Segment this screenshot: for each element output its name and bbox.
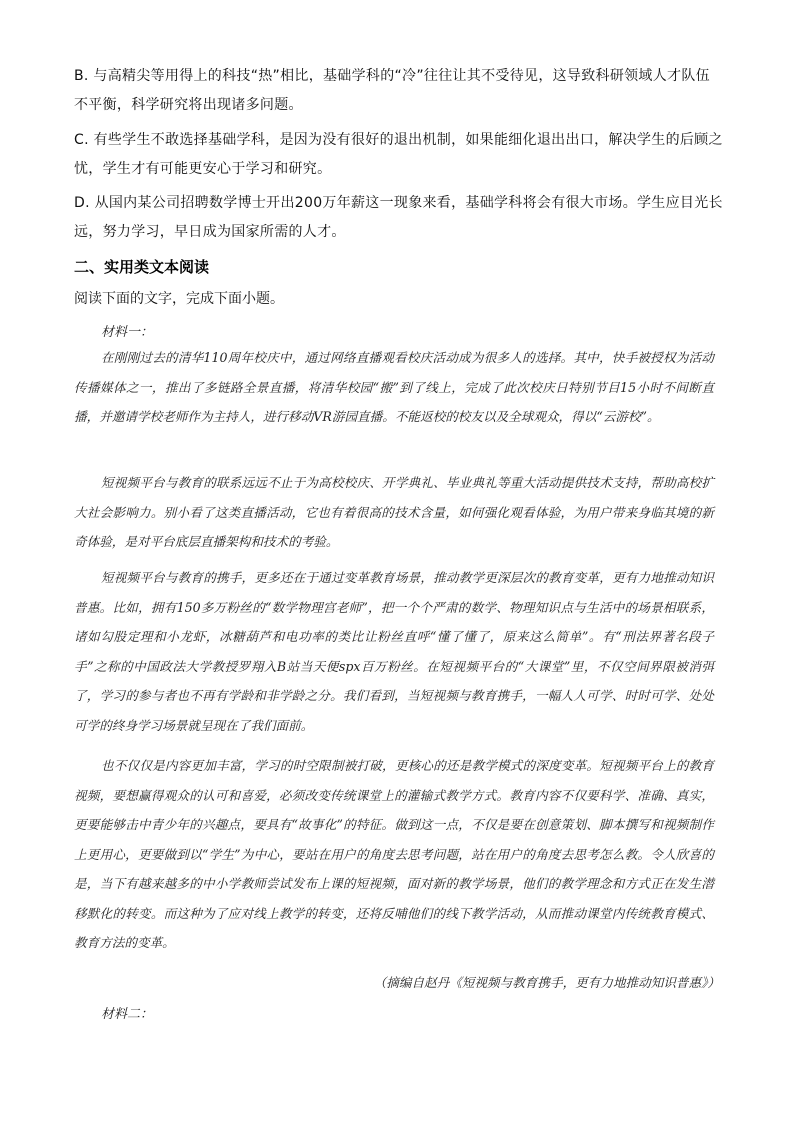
material2-label: 材料二： (101, 1007, 154, 1022)
source-citation: （摘编自赵丹《短视频与教育携手，更有力地推动知识普惠》） (373, 975, 720, 990)
material1-paragraph: 短视频平台与教育的联系远远不止于为高校校庆、开学典礼、毕业典礼等重大活动提供技术支持，帮助高校扩大社会影响力。别小看了这类直播活动，它也有着很高的技术含量，如何强化观看体验，为用户带来身临其境的新奇体验，是对平台底层直播架构和技术的考验。 (74, 475, 714, 549)
instruction: 阅读下面的文字，完成下面小题。 (74, 291, 284, 307)
option-c: C. 有些学生不敢选择基础学科，是因为没有很好的退出机制，如果能细化退出出口，解决学生的后顾之忧，学生才有可能更安心于学习和研究。 (74, 132, 723, 177)
material1-label: 材料一： (101, 325, 154, 340)
section-heading: 二、实用类文本阅读 (74, 258, 210, 276)
material1-paragraph: 也不仅仅是内容更加丰富，学习的时空限制被打破，更核心的还是教学模式的深度变革。短视频平台上的教育视频，要想赢得观众的认可和喜爱，必须改变传统课堂上的灌输式教学方式。教育内容不仅要科学、准确、真实，更要能够击中青少年的兴趣点，要具有“故事化”的特征。做到这一点，不仅是要在创意策划、脚本撰写和视频制作上更用心，更要做到以“学生”为中心，要站在用户的角度去思考问题，站在用户的角度去思考怎么教。令人欣喜的是，当下有越来越多的中小学教师尝试发布上课的短视频，面对新的教学场景，他们的教学理念和方式正在发生潜移默化的转变。而这种为了应对线上教学的转变，还将反哺他们的线下教学活动，从而推动课堂内传统教育模式、教育方法的变革。 (74, 758, 714, 950)
material1-paragraph: 在刚刚过去的清华110周年校庆中，通过网络直播观看校庆活动成为很多人的选择。其中，快手被授权为活动传播媒体之一，推出了多链路全景直播，将清华校园“搬”到了线上，完成了此次校庆日特别节目15小时不间断直播，并邀请学校老师作为主持人，进行移动VR游园直播。不能返校的校友以及全球观众，得以“云游校”。 (74, 350, 714, 424)
option-d: D. 从国内某公司招聘数学博士开出200万年薪这一现象来看，基础学科将会有很大市场。学生应目光长远，努力学习，早日成为国家所需的人才。 (74, 195, 723, 240)
material1-paragraph: 短视频平台与教育的携手，更多还在于通过变革教育场景，推动教学更深层次的教育变革，更有力地推动知识普惠。比如，拥有150多万粉丝的“数学物理宫老师”，把一个个严肃的数学、物理知识点与生活中的场景相联系，诸如勾股定理和小龙虾，冰糖葫芦和电功率的类比让粉丝直呼“懂了懂了，原来这么简单”。有“刑法界著名段子手”之称的中国政法大学教授罗翔入B站当天便spx百万粉丝。在短视频平台的“大课堂”里，不仅空间界限被消弭了，学习的参与者也不再有学龄和非学龄之分。我们看到，当短视频与教育携手，一幅人人可学、时时可学、处处可学的终身学习场景就呈现在了我们面前。 (74, 570, 714, 733)
option-b: B. 与高精尖等用得上的科技“热”相比，基础学科的“冷”往往让其不受待见，这导致科研领域人才队伍不平衡，科学研究将出现诸多问题。 (74, 68, 710, 113)
